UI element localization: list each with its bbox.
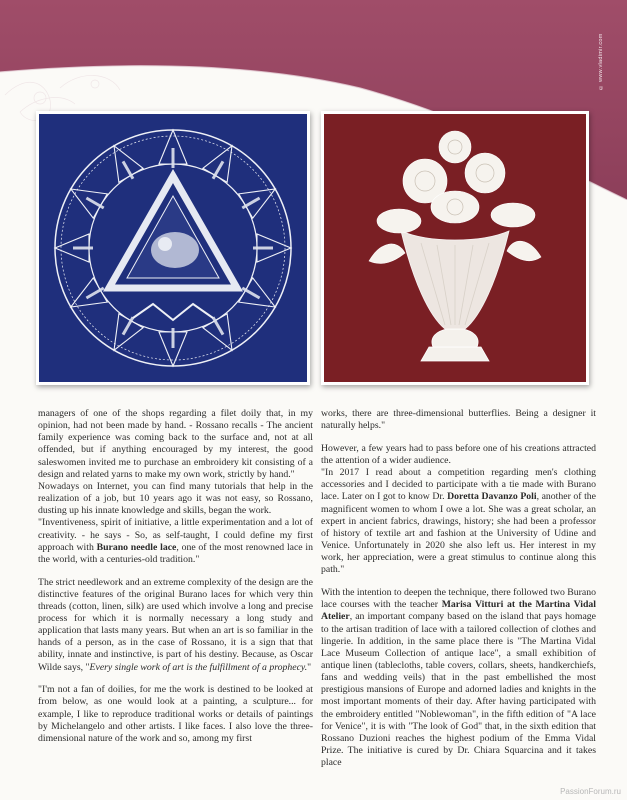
left-text-column <box>38 408 313 745</box>
bold-text: Doretta Davanzo Poli <box>447 491 537 503</box>
text-run: " <box>307 661 312 673</box>
text-run: The strict needlework and an extreme complexity of the design are the distinctive features of the original Burano laces for which very thin threads (cotton, linen, silk) are used which involve a long and precise process for which it is normally necessary a long study and application that lasts many years. But when an art is so familiar in the hands of a person, as in the case of Rossano, it is a sign that that ability, innate and instinctive, is part of his destiny. Because, as Oscar Wilde says, " <box>38 576 313 673</box>
paragraph <box>38 481 313 517</box>
text-run: managers of one of the shops regarding a filet doily that, in my opinion, had not been made by hand. - Rossano recalls - The ancient family experience was coming back to the surface and, not at all offended, but if anything encouraged by my interest, the good saleswomen invited me to purchase an embroidery kit consisting of a design and related yarns to make my own work, strictly by hand." <box>38 408 313 480</box>
text-run: "Inventiveness, spirit of initiative, a little experimentation and a lot of creativity. - he says - So, as self-taught, I could define my first approach with <box>38 517 313 553</box>
bold-text: Marisa Vitturi at the Martina Vidal Atelier <box>321 599 596 623</box>
paragraph <box>321 443 596 467</box>
text-run: With the intention to deepen the technique, there followed two Burano lace courses with the teacher <box>321 587 596 611</box>
doily-photo <box>36 111 310 385</box>
paragraph <box>38 684 313 745</box>
paragraph <box>321 467 596 576</box>
text-run: , one of the most renowned lace in the world, with a centuries-old tradition." <box>38 541 313 565</box>
paragraph <box>38 517 313 566</box>
text-run: , an important company based on the island that pays homage to the artisan tradition of lace with a tailored collection of clothes and lingerie. In addition, in the same place there is "The Martina Vidal Lace Museum Collection of antique lace", a small exhibition of antique linen (tablecloths, table covers, collars, sheets, handkerchiefs, fans and wedding veils) that in the past embellished the most prestigious mansions of Europe and adorned ladies and knights in the most important moments of their day. After having participated with the embroidery entitled "Noblewoman", in the fifth edition of "A lace for Venice", it is with "The look of God" that, in the sixth edition that Rossano Duzioni reaches the highest podium of the Emma Vidal Prize. The initiative is cured by Dr. Chiara Squarcina and it takes place <box>321 611 596 769</box>
italic-text: Every single work of art is the fulfillment of a prophecy. <box>89 661 308 673</box>
right-text-column <box>321 408 596 769</box>
paragraph <box>38 408 313 481</box>
vase-photo <box>321 111 589 385</box>
paragraph <box>321 587 596 769</box>
text-run: However, a few years had to pass before one of his creations attracted the attention of a wider audience. <box>321 442 596 466</box>
lace-doily-image <box>36 111 310 385</box>
text-run: "In 2017 I read about a competition regarding men's clothing accessories and I decided to participate with a tie made with Burano lace. Later on I got to know Dr. <box>321 467 596 503</box>
paragraph <box>38 577 313 674</box>
text-run: "I'm not a fan of doilies, for me the work is destined to be looked at from below, as one would look at a painting, a sculpture... for example, I like to reproduce traditional works or details of paintings by Michelangelo and other artists. I like faces. I also love the three-dimensional nature of the work and so, among my first <box>38 684 313 744</box>
side-credit: © www.vladimir.com <box>598 33 604 90</box>
bold-text: Burano needle lace <box>96 541 177 553</box>
lace-vase-image <box>321 111 589 385</box>
watermark: PassionForum.ru <box>560 787 621 796</box>
text-run: , another of the magnificent women to whom I owe a lot. She was a great scholar, an expert in ancient fabrics, drawings, history; she had been a professor of history of textile art and fashion at the University of Udine and Venice. Unfortunately in 2020 she also left us. Her interest in my work, her appreciation, were a great stimulus to continue along this path." <box>321 491 597 576</box>
text-run: works, there are three-dimensional butterflies. Being a designer it naturally helps." <box>321 408 596 432</box>
text-run: Nowadays on Internet, you can find many tutorials that help in the realization of a job, but 10 years ago it was not easy, so Rossano, dusting up his innate knowledge and skills, began the work. <box>38 480 313 517</box>
paragraph <box>321 408 596 432</box>
